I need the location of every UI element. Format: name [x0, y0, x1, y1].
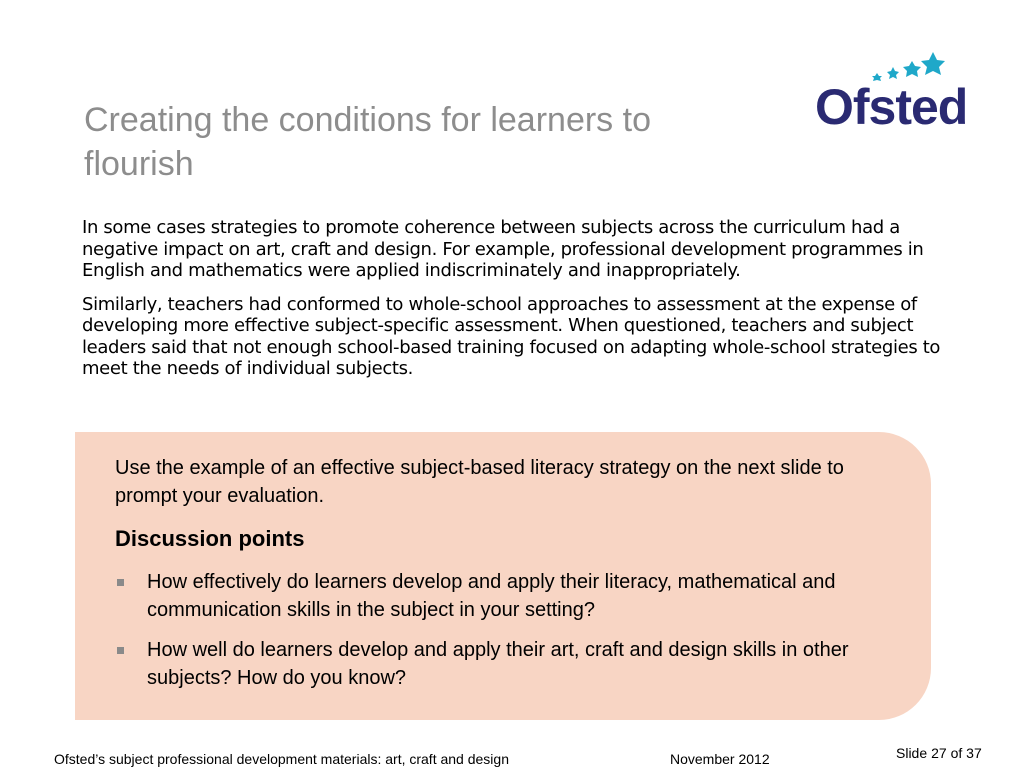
slide-title-line-2: flourish	[84, 145, 194, 183]
logo-star-small	[887, 67, 899, 79]
discussion-list	[115, 568, 875, 704]
body-paragraph-1: In some cases strategies to promote coherence between subjects across the curriculum had a negative impact on art, craft and design. For example, professional development programmes in English and mathematics were applied indiscriminately and inappropriately.	[82, 217, 924, 281]
logo-wordmark: Ofsted	[815, 79, 968, 132]
slide-title-line-1: Creating the conditions for learners to	[84, 101, 651, 139]
logo-stars	[872, 52, 945, 81]
slide-title	[84, 98, 744, 186]
slide-body	[82, 217, 952, 392]
discussion-item-text: How well do learners develop and apply their art, craft and design skills in other subjects? How do you know?	[147, 639, 849, 689]
slide-number-label: Slide	[896, 745, 928, 761]
footer-source: Ofsted’s subject professional development materials: art, craft and design	[54, 751, 509, 767]
ofsted-stars-icon	[815, 48, 975, 132]
slide-number	[896, 744, 982, 762]
discussion-item-text: How effectively do learners develop and apply their literacy, mathematical and communication skills in the subject in your setting?	[147, 571, 836, 621]
ofsted-logo	[815, 48, 975, 132]
footer-date: November 2012	[670, 751, 770, 767]
panel-intro: Use the example of an effective subject-based literacy strategy on the next slide to prompt your evaluation.	[115, 457, 844, 507]
discussion-item	[115, 636, 875, 692]
discussion-heading: Discussion points	[115, 526, 305, 551]
square-bullet-icon	[117, 579, 124, 586]
logo-star-medium	[903, 61, 921, 77]
square-bullet-icon	[117, 647, 124, 654]
body-paragraph-2: Similarly, teachers had conformed to whole-school approaches to assessment at the expense of developing more effective subject-specific assessment. When questioned, teachers and subject leaders said that not enough school-based training focused on adapting whole-school strategies to meet the needs of individual subjects.	[82, 293, 941, 379]
discussion-panel	[75, 432, 931, 720]
discussion-item	[115, 568, 875, 624]
logo-star-large	[921, 52, 945, 75]
slide-number-value: 27 of 37	[931, 745, 982, 761]
